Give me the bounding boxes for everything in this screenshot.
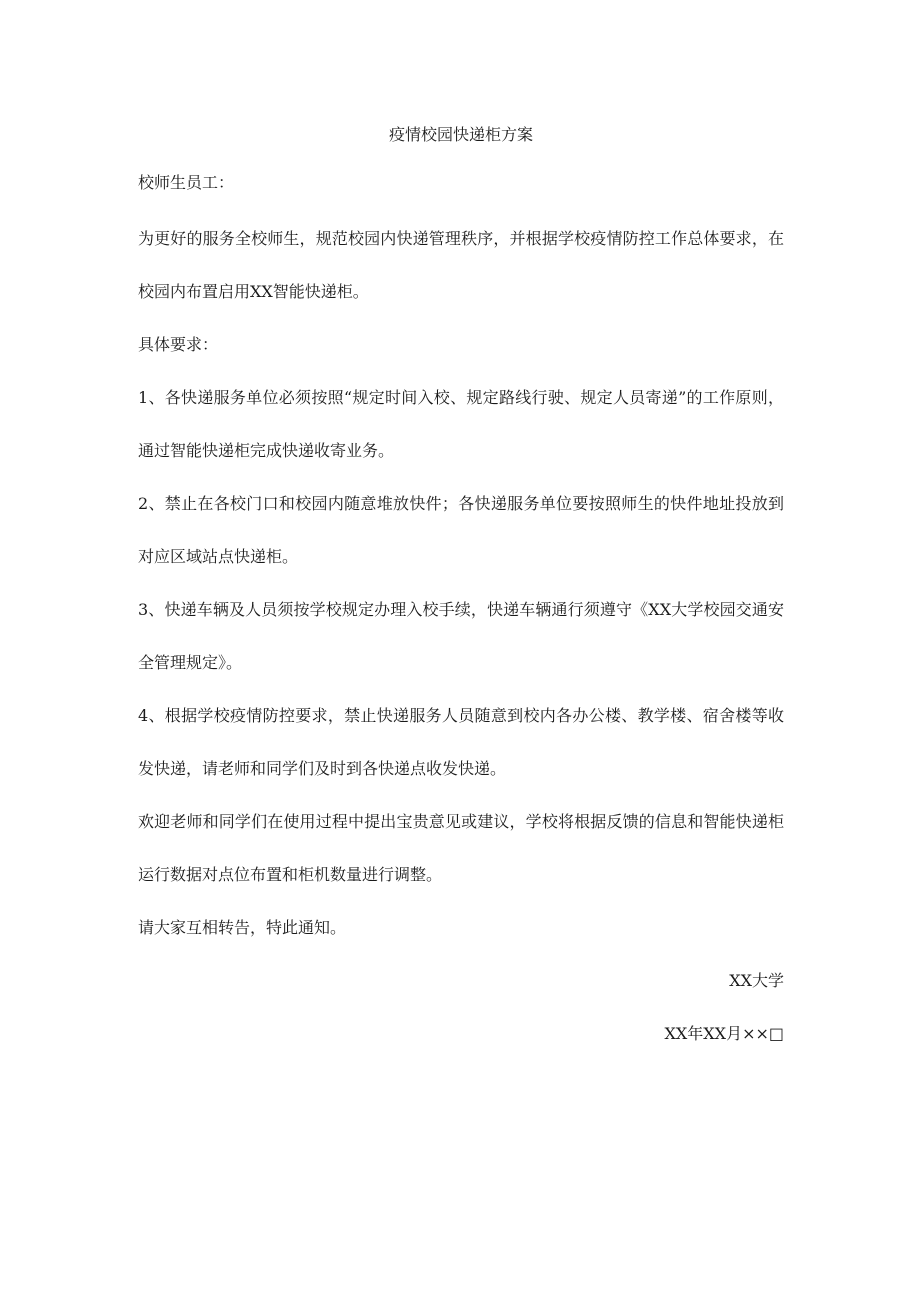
requirement-list (138, 371, 784, 795)
signature-org: XX大学 (729, 971, 784, 990)
requirement-item-3: 3、快递车辆及人员须按学校规定办理入校手续，快递车辆通行须遵守《XX大学校园交通安全管理规定》。 (138, 600, 784, 672)
requirements-heading: 具体要求： (138, 335, 219, 354)
requirement-item-4: 4、根据学校疫情防控要求，禁止快递服务人员随意到校内各办公楼、教学楼、宿舍楼等收发快递，请老师和同学们及时到各快递点收发快递。 (138, 706, 784, 778)
salutation: 校师生员工： (138, 173, 235, 192)
requirement-item-2: 2、禁止在各校门口和校园内随意堆放快件；各快递服务单位要按照师生的快件地址投放到对应区域站点快递柜。 (138, 494, 784, 566)
requirement-item-1: 1、各快递服务单位必须按照“规定时间入校、规定路线行驶、规定人员寄递”的工作原则，通过智能快递柜完成快递收寄业务。 (138, 388, 784, 460)
requirements-heading-block (138, 318, 784, 371)
intro-paragraph-block (138, 212, 784, 318)
closing-paragraph: 欢迎老师和同学们在使用过程中提出宝贵意见或建议，学校将根据反馈的信息和智能快递柜运行数据对点位布置和柜机数量进行调整。 (138, 812, 784, 884)
document-title: 疫情校园快递柜方案 (388, 125, 533, 144)
signature-date: XX年XX月××□ (664, 1024, 784, 1043)
closing-block (138, 795, 784, 954)
document-body (138, 120, 784, 1060)
notice-line: 请大家互相转告，特此通知。 (138, 918, 347, 937)
intro-paragraph: 为更好的服务全校师生，规范校园内快递管理秩序，并根据学校疫情防控工作总体要求，在校园内布置启用XX智能快递柜。 (138, 229, 784, 301)
